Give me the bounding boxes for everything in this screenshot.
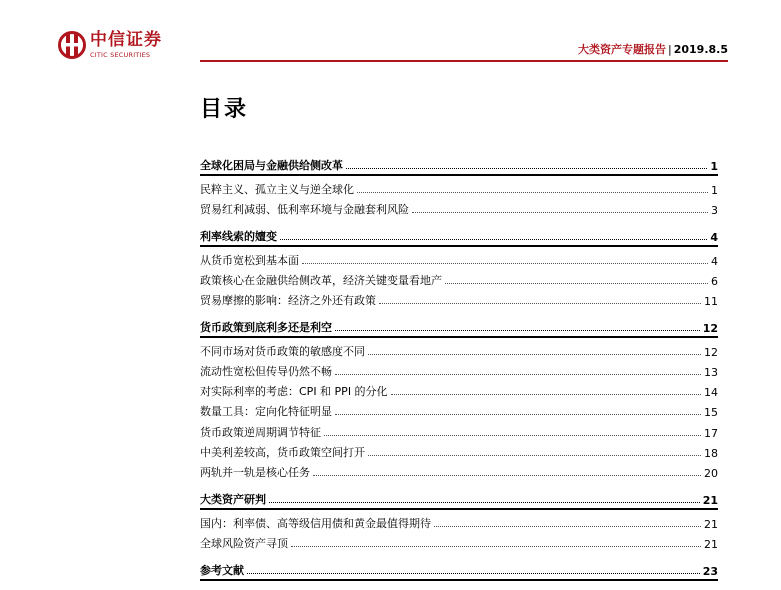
toc-leader-dots: [412, 212, 708, 213]
toc-leader-dots: [368, 455, 701, 456]
report-date: 2019.8.5: [673, 43, 728, 56]
toc-section: [200, 155, 718, 217]
toc-item[interactable]: [200, 288, 718, 308]
toc-section: [200, 317, 718, 480]
toc-item[interactable]: [200, 248, 718, 268]
toc-item-page: 12: [704, 345, 718, 359]
header-separator: |: [668, 43, 672, 56]
toc-item-page: 6: [711, 274, 718, 288]
toc-heading-rule: [200, 579, 718, 581]
toc-leader-dots: [247, 573, 700, 574]
toc-heading-rule: [200, 508, 718, 510]
toc-heading[interactable]: [200, 155, 718, 173]
toc-section: [200, 560, 718, 581]
toc-item[interactable]: [200, 460, 718, 480]
toc-item[interactable]: [200, 511, 718, 531]
toc-item[interactable]: [200, 359, 718, 379]
toc-heading-rule: [200, 336, 718, 338]
header-rule: [200, 60, 728, 62]
toc-item-title: 全球风险资产寻顶: [200, 537, 288, 550]
toc-heading-rule: [200, 245, 718, 247]
toc-heading[interactable]: [200, 226, 718, 244]
toc-leader-dots: [291, 546, 701, 547]
toc-section: [200, 226, 718, 308]
toc-item-title: 货币政策逆周期调节特征: [200, 425, 321, 439]
toc-item-page: 20: [704, 467, 718, 481]
toc-heading-page: 23: [702, 565, 718, 578]
toc-leader-dots: [269, 502, 700, 503]
toc-item[interactable]: [200, 531, 718, 551]
toc-leader-dots: [335, 414, 701, 415]
toc-item[interactable]: [200, 339, 718, 359]
toc-leader-dots: [335, 330, 700, 331]
toc-item-page: 17: [704, 426, 718, 440]
toc-item-page: 15: [704, 406, 718, 420]
toc-item-title: 贸易红利减弱、低利率环境与金融套利风险: [200, 202, 409, 216]
toc-item-title: 从货币宽松到基本面: [200, 253, 299, 267]
toc-item-page: 1: [711, 183, 718, 197]
toc-section: [200, 489, 718, 551]
toc-item-page: 11: [704, 295, 718, 309]
toc-item-title: 两轨并一轨是核心任务: [200, 466, 310, 480]
toc-heading[interactable]: [200, 489, 718, 507]
toc-leader-dots: [346, 168, 707, 169]
toc-item-title: 贸易摩擦的影响：经济之外还有政策: [200, 294, 376, 308]
toc-heading-page: 21: [702, 494, 718, 508]
toc-leader-dots: [379, 303, 701, 304]
toc-item-title: 国内：利率债、高等级信用债和黄金最值得期待: [200, 516, 431, 530]
toc-item[interactable]: [200, 197, 718, 217]
toc-item[interactable]: [200, 379, 718, 399]
toc-leader-dots: [324, 435, 701, 436]
toc-leader-dots: [434, 526, 701, 527]
toc-heading-page: 12: [702, 322, 718, 336]
toc-leader-dots: [302, 263, 708, 264]
toc-item-page: 4: [711, 254, 718, 268]
toc-heading-title: 货币政策到底利多还是利空: [200, 321, 332, 335]
toc-item-page: 21: [704, 517, 718, 531]
toc-heading[interactable]: [200, 560, 718, 578]
table-of-contents: [200, 155, 718, 590]
toc-leader-dots: [368, 354, 701, 355]
toc-item-page: 21: [704, 538, 718, 551]
toc-item-title: 对实际利率的考虑：CPI 和 PPI 的分化: [200, 385, 388, 399]
toc-heading-title: 全球化困局与金融供给侧改革: [200, 159, 343, 172]
toc-item-title: 不同市场对货币政策的敏感度不同: [200, 344, 365, 358]
toc-item-title: 数量工具：定向化特征明显: [200, 405, 332, 419]
toc-item[interactable]: [200, 419, 718, 439]
toc-heading-title: 参考文献: [200, 564, 244, 577]
toc-item[interactable]: [200, 440, 718, 460]
citic-logo-icon: [58, 31, 86, 59]
page-title: 目录: [200, 97, 249, 122]
toc-item-page: 14: [704, 386, 718, 400]
toc-leader-dots: [445, 283, 708, 284]
toc-heading-title: 利率线索的嬗变: [200, 229, 277, 243]
toc-item-page: 13: [704, 366, 718, 380]
toc-heading-page: 4: [710, 230, 718, 244]
brand-name-cn: 中信证券: [90, 29, 162, 50]
brand-name-en: CITIC SECURITIES: [90, 50, 151, 59]
toc-heading-page: 1: [710, 160, 718, 173]
report-type: 大类资产专题报告: [578, 43, 666, 56]
toc-leader-dots: [391, 394, 701, 395]
toc-item[interactable]: [200, 177, 718, 197]
citic-logo: [58, 28, 162, 62]
toc-leader-dots: [335, 374, 701, 375]
toc-item-title: 政策核心在金融供给侧改革，经济关键变量看地产: [200, 273, 442, 287]
toc-item[interactable]: [200, 399, 718, 419]
toc-item[interactable]: [200, 268, 718, 288]
toc-leader-dots: [357, 192, 708, 193]
toc-item-title: 民粹主义、孤立主义与逆全球化: [200, 182, 354, 196]
toc-item-title: 中美利差较高，货币政策空间打开: [200, 445, 365, 459]
toc-heading[interactable]: [200, 317, 718, 335]
toc-item-page: 3: [711, 203, 718, 217]
toc-heading-title: 大类资产研判: [200, 493, 266, 507]
toc-item-title: 流动性宽松但传导仍然不畅: [200, 365, 332, 379]
toc-heading-rule: [200, 174, 718, 176]
report-header: [578, 41, 728, 57]
toc-leader-dots: [313, 475, 701, 476]
toc-item-page: 18: [704, 446, 718, 460]
toc-leader-dots: [280, 239, 707, 240]
